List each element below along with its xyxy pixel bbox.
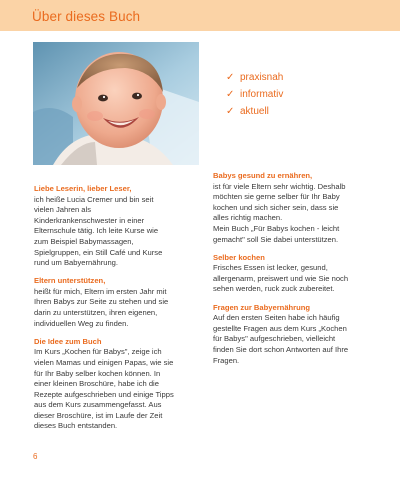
checkmark-icon: ✓ — [226, 106, 235, 117]
section-heading: Babys gesund zu ernähren, — [213, 171, 313, 180]
section-heading: Selber kochen — [213, 252, 265, 262]
checklist-item-label: aktuell — [240, 106, 269, 117]
feature-checklist — [226, 69, 283, 120]
section-body: Auf den ersten Seiten habe ich häufig gestellte Fragen aus dem Kurs „Kochen für Babys" aufgeschrieben, vielleicht finden Sie dort schon Antworten auf Ihre Fragen. — [213, 313, 349, 365]
checklist-item — [226, 86, 283, 103]
checklist-item-label: praxisnah — [240, 72, 284, 83]
checklist-item-label: informativ — [240, 89, 284, 100]
section-body: Frisches Essen ist lecker, gesund, allergenarm, preiswert und wie Sie noch sehen werden, ruck zuck zubereitet. — [213, 263, 349, 294]
checkmark-icon: ✓ — [226, 89, 235, 100]
section-faq — [213, 303, 373, 367]
section-heading: Fragen zur Babyernährung — [213, 302, 311, 312]
section-cooking — [213, 253, 373, 295]
page-number: 6 — [33, 452, 38, 461]
section-heading: Liebe Leserin, lieber Leser, — [34, 184, 132, 193]
section-body: Im Kurs „Kochen für Babys", zeige ich vielen Mamas und einigen Papas, wie sie für Ihr Baby selber kochen können. In einer kleinen Broschüre, habe ich die Rezepte aufgeschrieben und einige Tipps aus dem Kurs zusammengefasst. Aus dieser Broschüre, ist im Laufe der Zeit dieses Buch entstanden. — [34, 347, 174, 431]
checklist-item — [226, 103, 283, 120]
page-title: Über dieses Buch — [32, 9, 141, 24]
section-heading: Die Idee zum Buch — [34, 336, 102, 346]
section-heading: Eltern unterstützen, — [34, 276, 106, 286]
section-body: heißt für mich, Eltern im ersten Jahr mit Ihren Babys zur Seite zu stehen und sie darin zu unterstützen, ihren eigenen, individuellen Weg zu finden. — [34, 286, 169, 328]
section-intro — [34, 184, 194, 269]
section-body: ich heiße Lucia Cremer und bin seit vielen Jahren als Kinderkrankenschwester in einer Elternschule tätig. Ich leite Kurse wie zum Beispiel Babymassagen, Spielgruppen, ein Still Café und Kurse rund um Babyernährung. — [34, 194, 163, 268]
checklist-item — [226, 69, 283, 86]
section-support — [34, 276, 194, 329]
section-body: ist für viele Eltern sehr wichtig. Deshalb möchten sie gerne selber für Ihr Baby kochen und sich sicher sein, dass sie alles richtig machen. Mein Buch „Für Babys kochen - leicht gemacht" soll Sie dabei unterstützen. — [213, 181, 346, 244]
left-column — [34, 184, 194, 440]
right-column — [213, 171, 373, 374]
baby-photo — [33, 42, 199, 165]
header-bar — [0, 0, 400, 31]
section-book-idea — [34, 337, 194, 432]
section-healthy-nutrition — [213, 171, 373, 245]
checkmark-icon: ✓ — [226, 72, 235, 83]
